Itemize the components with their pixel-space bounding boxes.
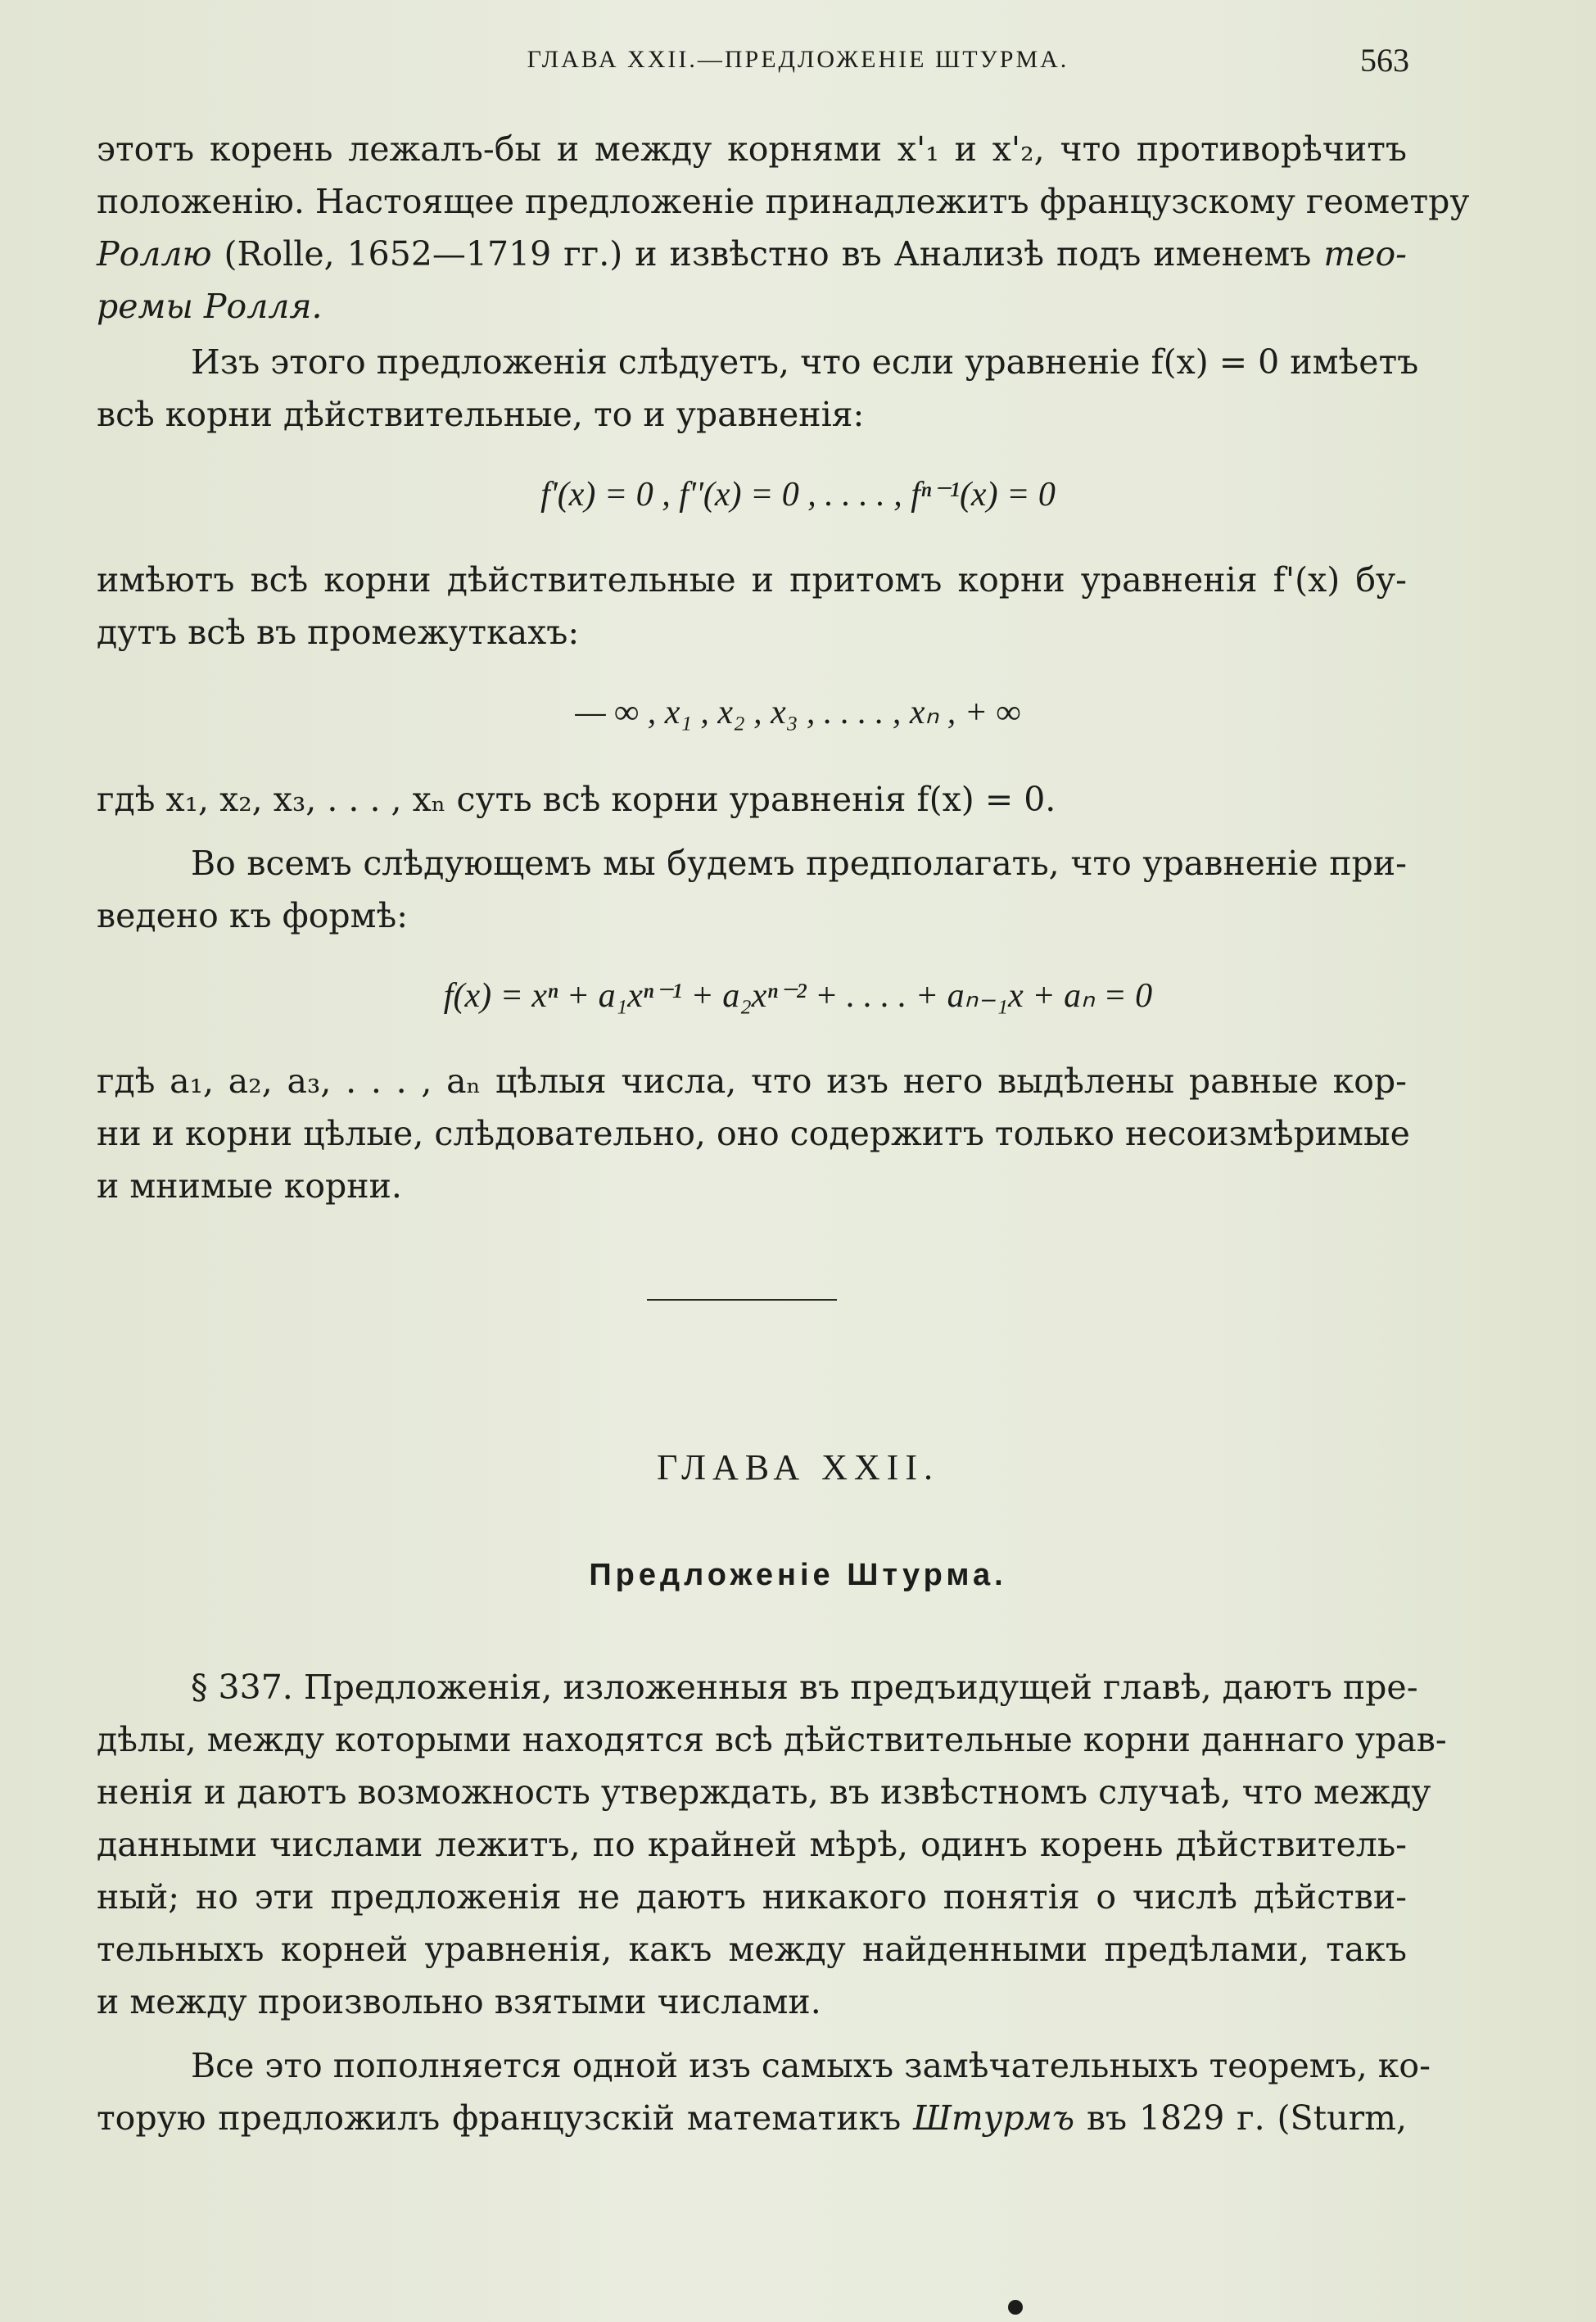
- formula-polynomial: f(x) = xⁿ + a₁xⁿ⁻¹ + a₂xⁿ⁻² + . . . . + aₙ₋₁x + aₙ = 0: [443, 977, 1153, 1015]
- paragraph-intervals: [97, 554, 1407, 659]
- text-fragment: торую предложилъ французскій математикъ: [97, 2098, 914, 2138]
- text-line: ни и корни цѣлые, слѣдовательно, оно содержитъ только несоизмѣримые: [97, 1114, 1410, 1153]
- paragraph-section-337: [97, 1661, 1447, 2028]
- text-line: Во всемъ слѣдующемъ мы будемъ предполагать, что уравненіе при-: [191, 844, 1407, 883]
- name-rolle: Роллю: [97, 234, 212, 274]
- text-line: ведено къ формѣ:: [97, 896, 409, 935]
- text-line: данными числами лежитъ, по крайней мѣрѣ, одинъ корень дѣйствитель-: [97, 1825, 1407, 1864]
- text-fragment: въ 1829 г. (Sturm,: [1074, 2098, 1407, 2138]
- text-line: § 337. Предложенія, изложенныя въ предъидущей главѣ, даютъ пре-: [191, 1668, 1418, 1707]
- text-line: гдѣ x₁, x₂, x₃, . . . , xₙ суть всѣ корни уравненія f(x) = 0.: [97, 780, 1056, 819]
- paragraph-coefficients: [97, 1055, 1410, 1212]
- text-line: [97, 2092, 1407, 2144]
- text-line: дѣлы, между которыми находятся всѣ дѣйствительные корни даннаго урав-: [97, 1720, 1447, 1759]
- name-sturm: Штурмъ: [913, 2098, 1075, 2138]
- text-line: ный; но эти предложенія не даютъ никакого понятія о числѣ дѣйстви-: [97, 1877, 1407, 1917]
- text-line: дутъ всѣ въ промежуткахъ:: [97, 613, 580, 652]
- text-fragment: (Rolle, 1652—1719 гг.) и извѣстно въ Анализѣ подъ именемъ: [211, 234, 1324, 274]
- paragraph-rolle-theorem: [97, 123, 1470, 333]
- paragraph-assumption: [97, 837, 1407, 942]
- paragraph-roots: [97, 773, 1407, 826]
- running-head: ГЛАВА XXII.—ПРЕДЛОЖЕНІЕ ШТУРМА.: [527, 46, 1069, 73]
- text-line: всѣ корни дѣйствительные, то и уравненія:: [97, 395, 865, 434]
- text-line: Изъ этого предложенія слѣдуетъ, что если уравненіе f(x) = 0 имѣетъ: [191, 342, 1419, 382]
- text-line: и между произвольно взятыми числами.: [97, 1982, 821, 2021]
- text-line: [97, 228, 1407, 280]
- section-title: Предложеніе Штурма.: [589, 1558, 1007, 1592]
- paragraph-consequence: [97, 336, 1419, 441]
- text-line: тельныхъ корней уравненія, какъ между найденными предѣлами, такъ: [97, 1930, 1407, 1969]
- text-line: ремы Ролля.: [97, 287, 323, 326]
- text-line: Все это пополняется одной изъ самыхъ замѣчательныхъ теоремъ, ко-: [191, 2046, 1431, 2085]
- formula-derivatives: f'(x) = 0 , f''(x) = 0 , . . . . , fⁿ⁻¹(x) = 0: [540, 476, 1056, 514]
- text-line: этотъ корень лежалъ-бы и между корнями x'₁ и x'₂, что противорѣчитъ: [97, 129, 1407, 169]
- chapter-title: ГЛАВА XXII.: [657, 1447, 939, 1487]
- ink-dot: [1008, 2300, 1023, 2315]
- section-divider: [647, 1299, 837, 1301]
- formula-intervals: — ∞ , x₁ , x₂ , x₃ , . . . . , xₙ , + ∞: [575, 694, 1021, 731]
- text-line: ненія и даютъ возможность утверждать, въ извѣстномъ случаѣ, что между: [97, 1772, 1431, 1812]
- page-number: 563: [1360, 42, 1409, 79]
- text-line: гдѣ a₁, a₂, a₃, . . . , aₙ цѣлыя числа, что изъ него выдѣлены равные кор-: [97, 1061, 1407, 1101]
- text-line: положенію. Настоящее предложеніе принадлежитъ французскому геометру: [97, 182, 1470, 221]
- text-line: имѣютъ всѣ корни дѣйствительные и притомъ корни уравненія f'(x) бу-: [97, 560, 1407, 600]
- paragraph-sturm: [97, 2039, 1431, 2144]
- term-fragment: тео-: [1323, 234, 1407, 274]
- text-line: и мнимые корни.: [97, 1166, 402, 1206]
